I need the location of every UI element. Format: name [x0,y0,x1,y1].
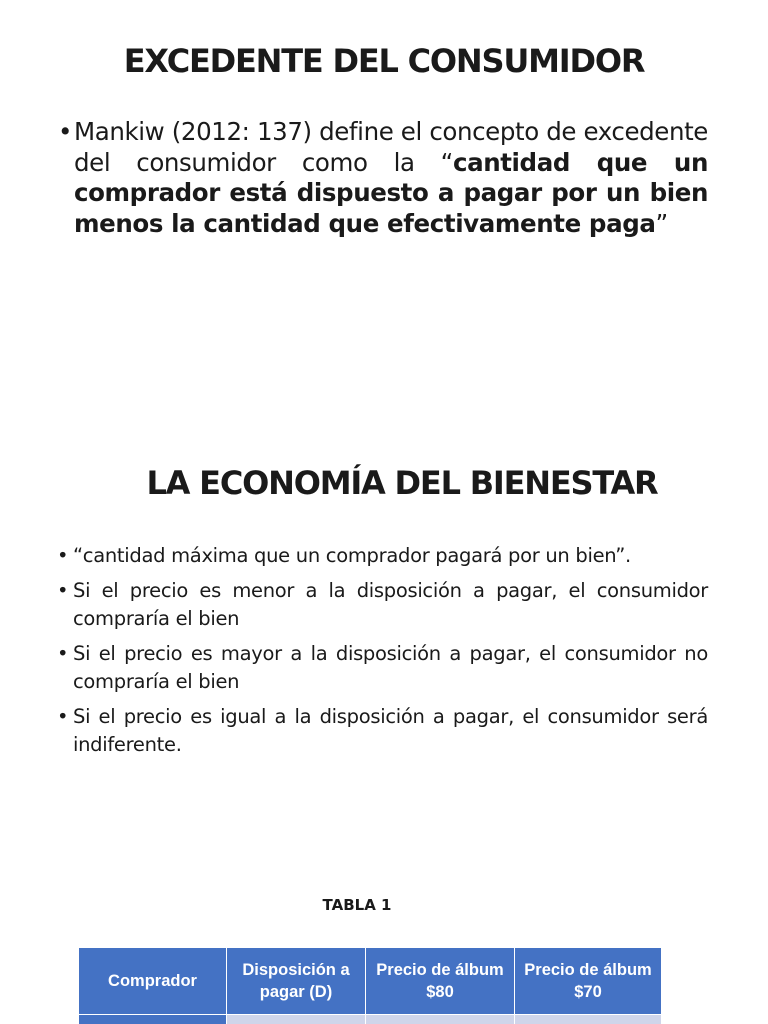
bullet-item [57,577,708,633]
bullet-text-plain: Mankiw (2012: 137) define el concepto de excedente del consumidor como la “ [74,117,708,177]
column-header-disposicion: Disposición a pagar (D) [227,948,366,1015]
bullet-text: “cantidad máxima que un comprador pagará por un bien”. [73,544,631,567]
bullet-text: Si el precio es mayor a la disposición a pagar, el consumidor no compraría el bien [73,642,708,693]
bullet-symbol: • [57,705,69,728]
table-cell [227,1015,366,1024]
bullet-list [58,117,708,239]
slide-title: LA ECONOMÍA DEL BIENESTAR [146,464,658,502]
bullet-text: Si el precio es menor a la disposición a pagar, el consumidor compraría el bien [73,579,708,630]
table-cell [515,1015,662,1024]
bullet-text: Si el precio es igual a la disposición a pagar, el consumidor será indiferente. [73,705,708,756]
bullet-text-end: ” [655,208,668,238]
bullet-item [57,542,708,570]
bullet-symbol: • [57,642,69,665]
column-header-precio-80: Precio de álbum $80 [366,948,515,1015]
column-header-precio-70: Precio de álbum $70 [515,948,662,1015]
bullet-item [57,703,708,759]
bullet-item [58,117,708,239]
table-header-row [79,948,662,1015]
bullet-symbol: • [58,117,73,146]
table-row [79,1015,662,1024]
bullet-item [57,640,708,696]
slide-excedente [0,0,768,420]
bullet-list [57,542,708,766]
bullet-symbol: • [57,579,69,602]
bullet-symbol: • [57,544,69,567]
slide-title: EXCEDENTE DEL CONSUMIDOR [123,42,645,80]
column-header-comprador: Comprador [79,948,227,1015]
table-cell [366,1015,515,1024]
table-caption: TABLA 1 [322,896,392,914]
bullet-text-bold: cantidad que un comprador está dispuesto a pagar por un bien menos la cantidad que efectivamente paga [74,147,708,238]
slide-bienestar [0,430,768,1024]
table-cell [79,1015,227,1024]
data-table [78,947,662,1024]
